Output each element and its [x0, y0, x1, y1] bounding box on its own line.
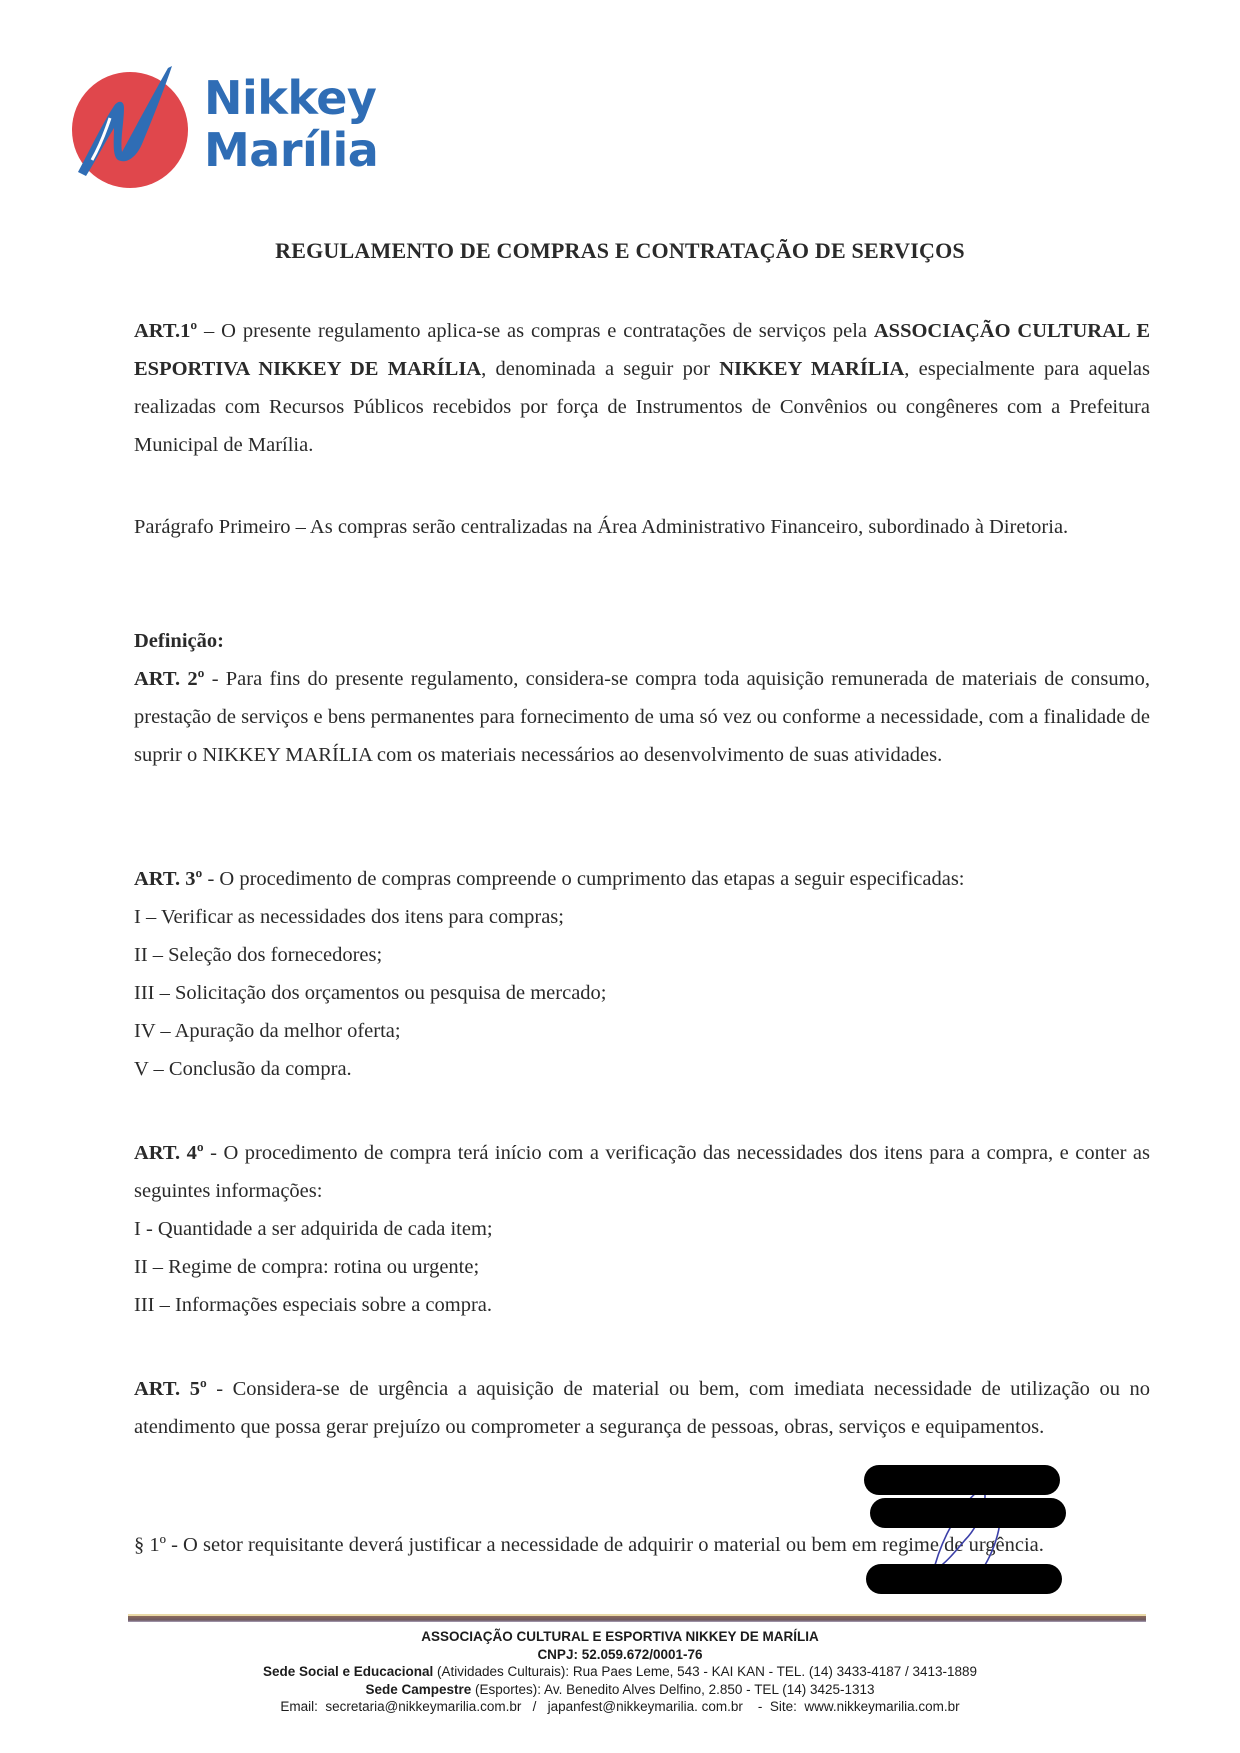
article-1-text-2: , denominada a seguir por — [481, 358, 720, 380]
footer-org-name: ASSOCIAÇÃO CULTURAL E ESPORTIVA NIKKEY DE MARÍLIA — [421, 1629, 819, 1644]
paragraph-1-label: § 1º — [134, 1534, 166, 1556]
article-3 — [134, 860, 1150, 1088]
article-1-short-name: NIKKEY MARÍLIA — [719, 358, 905, 380]
article-5 — [134, 1370, 1150, 1446]
article-4-text: - O procedimento de compra terá início com a verificação das necessidades dos itens para a compra, e conter as seguintes informações: — [134, 1142, 1150, 1202]
article-3-item: IV – Apuração da melhor oferta; — [134, 1020, 401, 1042]
logo-mark-icon — [68, 60, 198, 190]
article-5-text: - Considera-se de urgência a aquisição de material ou bem, com imediata necessidade de utilização ou no atendimento que possa gerar prejuízo ou comprometer a segurança de pessoas, obras, serviços e equipamentos. — [134, 1378, 1151, 1438]
article-3-item: III – Solicitação dos orçamentos ou pesquisa de mercado; — [134, 982, 607, 1004]
logo-wordmark — [204, 72, 378, 176]
article-1 — [134, 312, 1150, 464]
article-4-item: III – Informações especiais sobre a compra. — [134, 1294, 493, 1316]
article-4-item: I - Quantidade a ser adquirida de cada item; — [134, 1218, 493, 1240]
letterhead-footer — [0, 1628, 1240, 1716]
redaction-bar — [870, 1498, 1066, 1528]
article-3-label: ART. 3º — [134, 868, 203, 890]
definicao-heading: Definição: — [134, 630, 224, 652]
article-5-label: ART. 5º — [134, 1378, 207, 1400]
article-2-text: - Para fins do presente regulamento, considera-se compra toda aquisição remunerada de materiais de consumo, prestação de serviços e bens permanentes para fornecimento de uma só vez ou conforme a necessidade, com a finalidade de suprir o NIKKEY MARÍLIA com os materiais necessários ao desenvolvimento de suas atividades. — [134, 668, 1150, 766]
article-1-text-3: , especialmente para aquelas realizadas com Recursos Públicos recebidos por força de Instrumentos de Convênios ou congêneres com a Prefeitura Municipal de Marília. — [134, 358, 1150, 456]
article-2-section — [134, 622, 1150, 774]
article-1-text-1: – O presente regulamento aplica-se as compras e contratações de serviços pela — [197, 320, 874, 342]
footer-contact: Email: secretaria@nikkeymarilia.com.br / japanfest@nikkeymarilia. com.br - Site: www.nikkeymarilia.com.br — [280, 1699, 960, 1714]
article-4-label: ART. 4º — [134, 1142, 204, 1164]
article-3-item: V – Conclusão da compra. — [134, 1058, 352, 1080]
nikkey-marilia-logo — [68, 60, 388, 190]
footer-sede-social-label: Sede Social e Educacional — [262, 1664, 434, 1679]
article-4-item: II – Regime de compra: rotina ou urgente; — [134, 1256, 480, 1278]
footer-sede-campestre-label: Sede Campestre — [365, 1681, 472, 1697]
paragrafo-primeiro-text: Parágrafo Primeiro – As compras serão centralizadas na Área Administrativo Financeiro, subordinado à Diretoria. — [134, 516, 1069, 538]
paragraph-1-text: - O setor requisitante deverá justificar a necessidade de adquirir o material ou bem em regime de urgência. — [165, 1534, 1044, 1556]
footer-cnpj: CNPJ: 52.059.672/0001-76 — [537, 1646, 703, 1662]
logo-line-2: Marília — [204, 123, 379, 177]
footer-divider — [128, 1614, 1146, 1622]
logo-line-1: Nikkey — [204, 71, 377, 125]
redaction-bar — [864, 1465, 1060, 1495]
footer-sede-social-text: (Atividades Culturais): Rua Paes Leme, 543 - KAI KAN - TEL. (14) 3433-4187 / 3413-1889 — [433, 1664, 978, 1679]
redaction-bar — [866, 1564, 1062, 1594]
article-3-item: I – Verificar as necessidades dos itens para compras; — [134, 906, 564, 928]
article-1-org-name: ASSOCIAÇÃO CULTURAL E ESPORTIVA NIKKEY DE MARÍLIA — [134, 320, 1150, 380]
article-1-label: ART.1º — [134, 320, 198, 342]
article-3-item: II – Seleção dos fornecedores; — [134, 944, 383, 966]
paragrafo-primeiro — [134, 508, 1150, 546]
footer-sede-campestre-text: (Esportes): Av. Benedito Alves Delfino, 2.850 - TEL (14) 3425-1313 — [471, 1681, 875, 1697]
article-2-label: ART. 2º — [134, 668, 205, 690]
article-3-text: - O procedimento de compras compreende o cumprimento das etapas a seguir especificadas: — [202, 868, 965, 890]
document-title: REGULAMENTO DE COMPRAS E CONTRATAÇÃO DE SERVIÇOS — [275, 238, 965, 263]
article-4 — [134, 1134, 1150, 1324]
